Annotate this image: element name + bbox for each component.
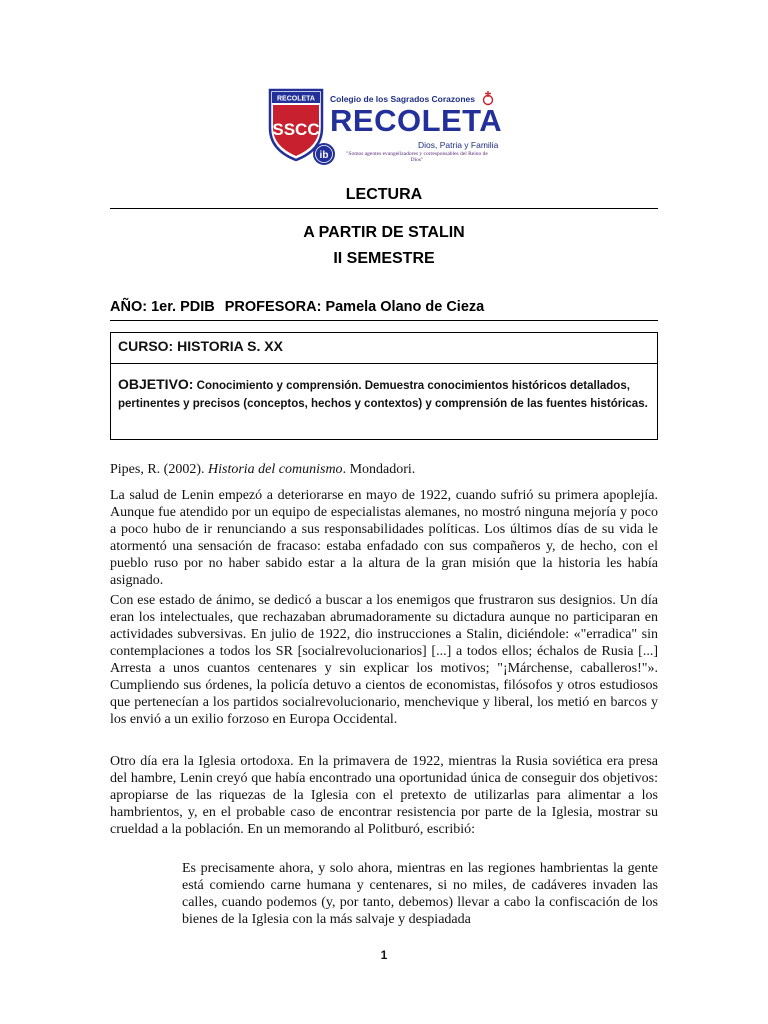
shield-monogram: SSCC (272, 120, 320, 139)
paragraph: Otro día era la Iglesia ortodoxa. En la primavera de 1922, mientras la Rusia soviética era presa del hambre, Lenin creyó que había encontrado una oportunidad única de conseguir dos objetivos: apropiarse de las riquezas de la Iglesia con el pretexto de utilizarlas para alimentar a los hambrientos, y, en el probable caso de encontrar resistencia por parte de la Iglesia, mostrar su crueldad a la población. En un memorando al Politburó, escribió: (110, 754, 658, 837)
teacher-label: PROFESORA: Pamela Olano de Cieza (224, 299, 485, 315)
citation-author: Pipes, R. (2002). (110, 462, 208, 477)
course-row (111, 333, 657, 364)
school-name: RECOLETA (330, 103, 503, 138)
course-info-line (110, 299, 658, 315)
citation-title: Historia del comunismo (208, 462, 343, 477)
ib-logo-icon (312, 142, 336, 166)
school-logo (268, 88, 508, 176)
title-lectura: LECTURA (345, 186, 423, 203)
shield-text: RECOLETA (277, 95, 315, 103)
school-quote: "Somos agentes evangelizadores y corresponsables del Reino de Dios" (346, 151, 488, 163)
objective-box (110, 332, 658, 440)
citation (110, 461, 658, 478)
divider (110, 320, 658, 321)
divider (110, 208, 658, 209)
paragraph: Con ese estado de ánimo, se dedicó a buscar a los enemigos que frustraron sus designios. Un día eran los intelectuales, que rechazaban abrumadoramente su dictadura aunque no participaran en actividades subversivas. En julio de 1922, dio instrucciones a Stalin, diciéndole: «"erradica" sin contemplaciones a todos los SR [socialrevolucionarios] [...] a todos ellos; échalos de Rusia [...] Arresta a unos cuantos centenares y sin explicar los motivos; "¡Márchense, caballeros!"». Cumpliendo sus órdenes, la policía detuvo a cientos de economistas, filósofos y otros estudiosos que pertenecían a los partidos socialrevolucionario, menchevique y liberal, los metió en barcos y los envió a un exilio forzoso en Europa Occidental. (110, 593, 658, 727)
paragraph: La salud de Lenin empezó a deteriorarse en mayo de 1922, cuando sufrió su primera apoplejía. Aunque fue atendido por un equipo de especialistas alemanes, no mostró ninguna mejoría y poco a poco hubo de ir renunciando a sus responsabilidades políticas. Los últimos días de su vida le atormentó una sensación de fracaso: estaba enfadado con sus compañeros y, de hecho, con el pueblo ruso por no haber sabido estar a la altura de la gran misión que la historia les había asignado. (110, 488, 658, 588)
ib-label: ib (319, 150, 329, 161)
objective-label: OBJETIVO: (118, 376, 194, 392)
semester-title: II SEMESTRE (333, 250, 435, 267)
objective-description: Conocimiento y comprensión. Demuestra conocimientos históricos detallados, pertinentes y precisos (conceptos, hechos y contextos) y comprensión de las fuentes históricas. (118, 380, 648, 410)
year-label: AÑO: 1er. PDIB (110, 299, 215, 315)
subject-title: A PARTIR DE STALIN (303, 224, 465, 241)
course-label: CURSO: HISTORIA S. XX (118, 338, 283, 354)
page-number: 1 (380, 948, 388, 962)
school-line: Colegio de los Sagrados Corazones (330, 94, 476, 104)
citation-publisher: . Mondadori. (342, 462, 416, 477)
objective-text (118, 375, 648, 413)
block-quote: Es precisamente ahora, y solo ahora, mientras en las regiones hambrientas la gente está comiendo carne humana y centenares, si no miles, de cadáveres invaden las calles, cuando podemos (y, por tanto, debemos) llevar a cabo la confiscación de los bienes de la Iglesia con la más salvaje y despiadada (182, 861, 658, 927)
school-motto: Dios, Patria y Familia (418, 140, 499, 150)
